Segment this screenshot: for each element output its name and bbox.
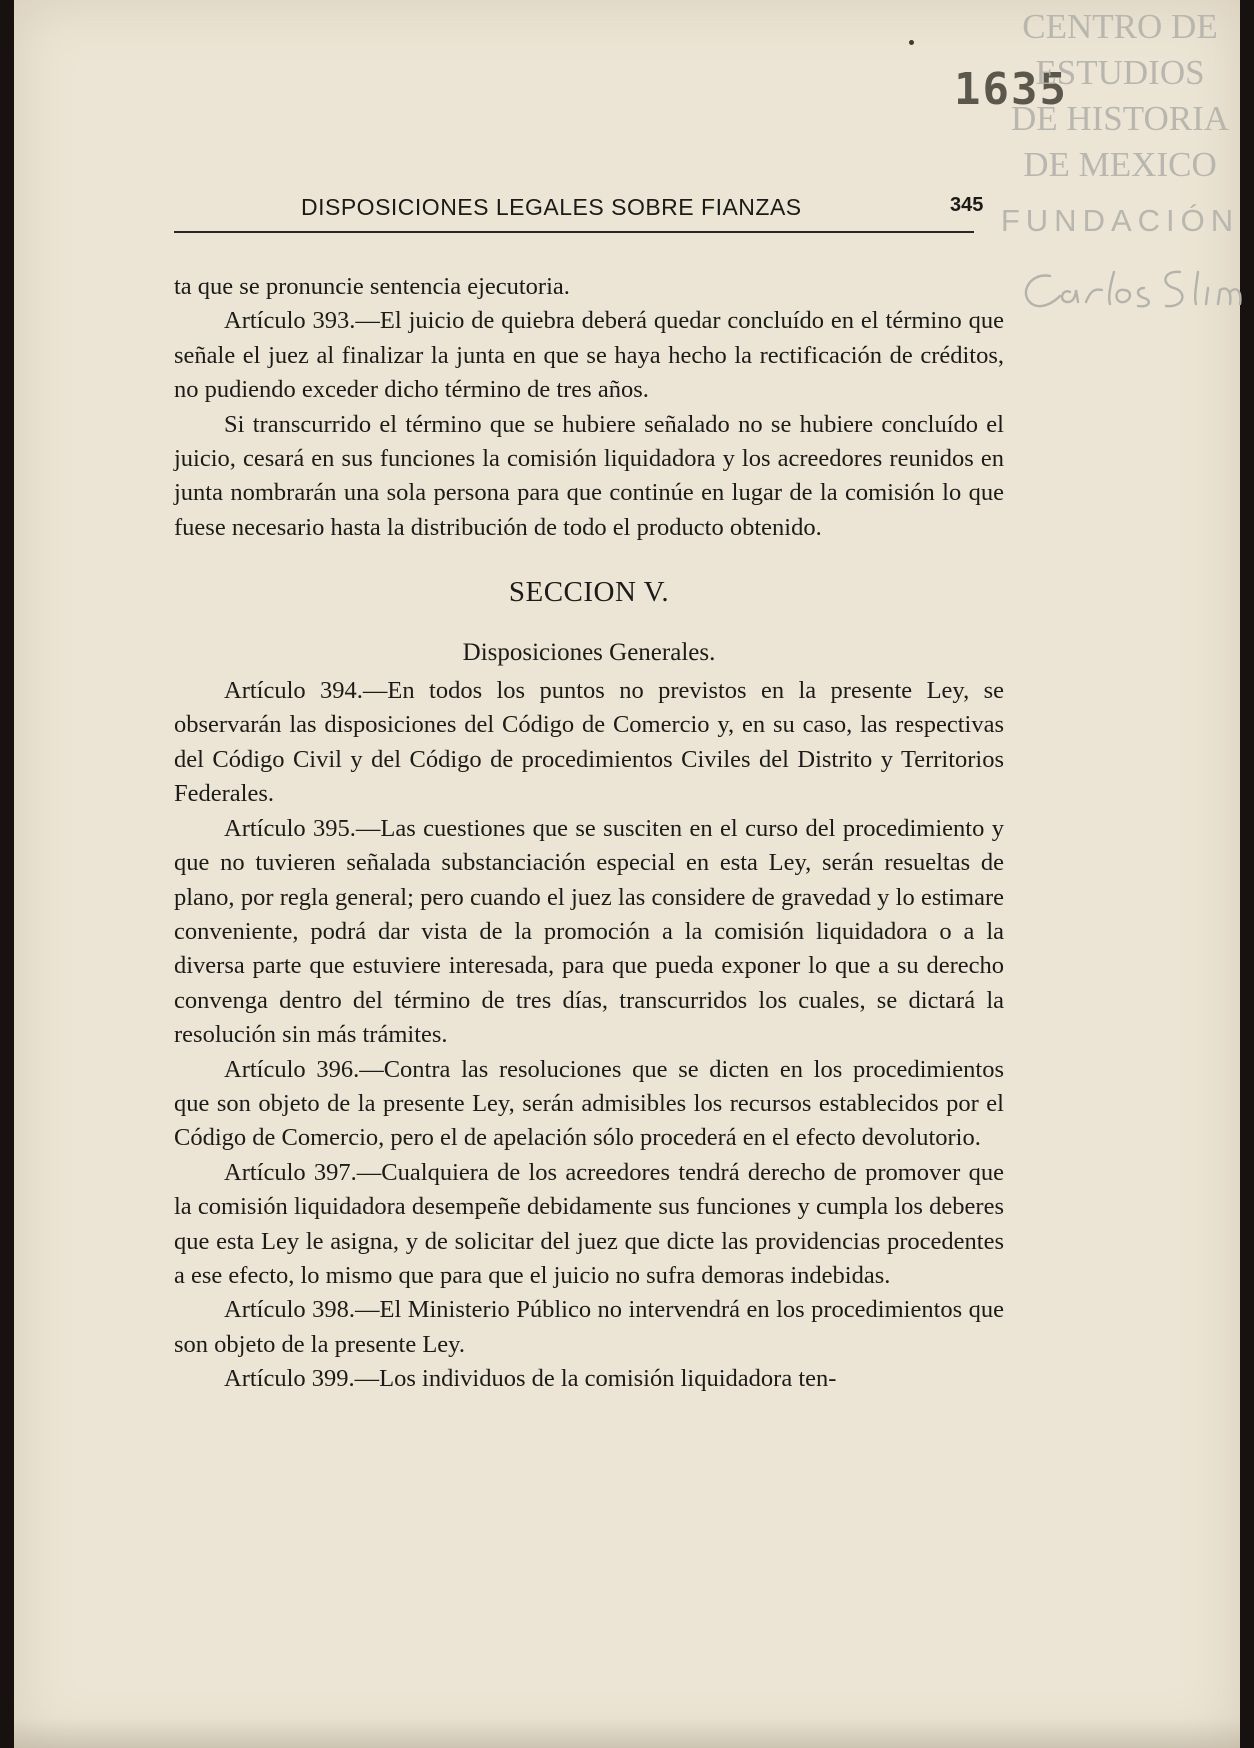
watermark-foundation: FUNDACIÓN xyxy=(1000,203,1240,238)
sub-heading: Disposiciones Generales. xyxy=(462,638,716,666)
paragraph-article-393: Artículo 393.—El juicio de quiebra deberá quedar concluído en el término que señale el juez al finalizar la junta en que se haya hecho la rectificación de créditos, no pudiendo exceder dicho término de tres años. xyxy=(174,307,1004,404)
section-heading: SECCION V. xyxy=(508,576,670,609)
stamped-number: 1635 xyxy=(954,64,1068,115)
paragraph-continuation: ta que se pronuncie sentencia ejecutoria. xyxy=(174,273,570,300)
watermark-line: DE HISTORIA xyxy=(1010,99,1230,138)
watermark-line: ESTUDIOS xyxy=(1035,53,1205,92)
page-number: 345 xyxy=(950,194,984,216)
watermark-line: CENTRO DE xyxy=(1022,7,1218,46)
paragraph-article-399: Artículo 399.—Los individuos de la comisión liquidadora ten- xyxy=(224,1365,837,1393)
paragraph-article-397: Artículo 397.—Cualquiera de los acreedores tendrá derecho de promover que la comisión liquidadora desempeñe debidamente sus funciones y cumpla los deberes que esta Ley le asigna, y de solicitar del juez que dicte las providencias procedentes a ese efecto, lo mismo que para que el juicio no sufra demoras indebidas. xyxy=(174,1158,1004,1289)
paragraph-article-396: Artículo 396.—Contra las resoluciones que se dicten en los procedimientos que son objeto de la presente Ley, serán admisibles los recursos establecidos por el Código de Comercio, pero el de apelación sólo procederá en el efecto devolutorio. xyxy=(174,1055,1004,1152)
page-shadow xyxy=(14,1718,1240,1748)
paragraph-article-395: Artículo 395.—Las cuestiones que se susciten en el curso del procedimiento y que no tuvieren señalada substanciación especial en esta Ley, serán resueltas de plano, por regla general; pero cuando el juez las considere de gravedad y lo estimare conveniente, podrá dar vista de la promoción a la comisión liquidadora o a la diversa parte que estuviere interesada, para que pueda exponer lo que a su derecho convenga dentro del término de tres días, transcurridos los cuales, se dictará la resolución sin más trámites. xyxy=(174,814,1004,1049)
paragraph-article-393-cont: Si transcurrido el término que se hubiere señalado no se hubiere concluído el juicio, cesará en sus funciones la comisión liquidadora y los acreedores reunidos en junta nombrarán una sola persona para que continúe en lugar de la comisión lo que fuese necesario hasta la distribución de todo el producto obtenido. xyxy=(174,410,1004,541)
ink-dot xyxy=(909,40,914,45)
paragraph-article-398: Artículo 398.—El Ministerio Público no intervendrá en los procedimientos que son objeto de la presente Ley. xyxy=(174,1296,1004,1358)
running-header xyxy=(174,194,984,230)
archive-watermark xyxy=(995,4,1245,248)
header-rule xyxy=(174,231,974,233)
body-text xyxy=(174,270,1004,1397)
watermark-line: DE MEXICO xyxy=(1023,145,1217,184)
signature-watermark xyxy=(1010,258,1250,318)
running-title: DISPOSICIONES LEGALES SOBRE FIANZAS xyxy=(301,194,802,220)
paragraph-article-394: Artículo 394.—En todos los puntos no previstos en la presente Ley, se observarán las disposiciones del Código de Comercio y, en su caso, las respectivas del Código Civil y del Código de procedimientos Civiles del Distrito y Territorios Federales. xyxy=(174,677,1004,808)
